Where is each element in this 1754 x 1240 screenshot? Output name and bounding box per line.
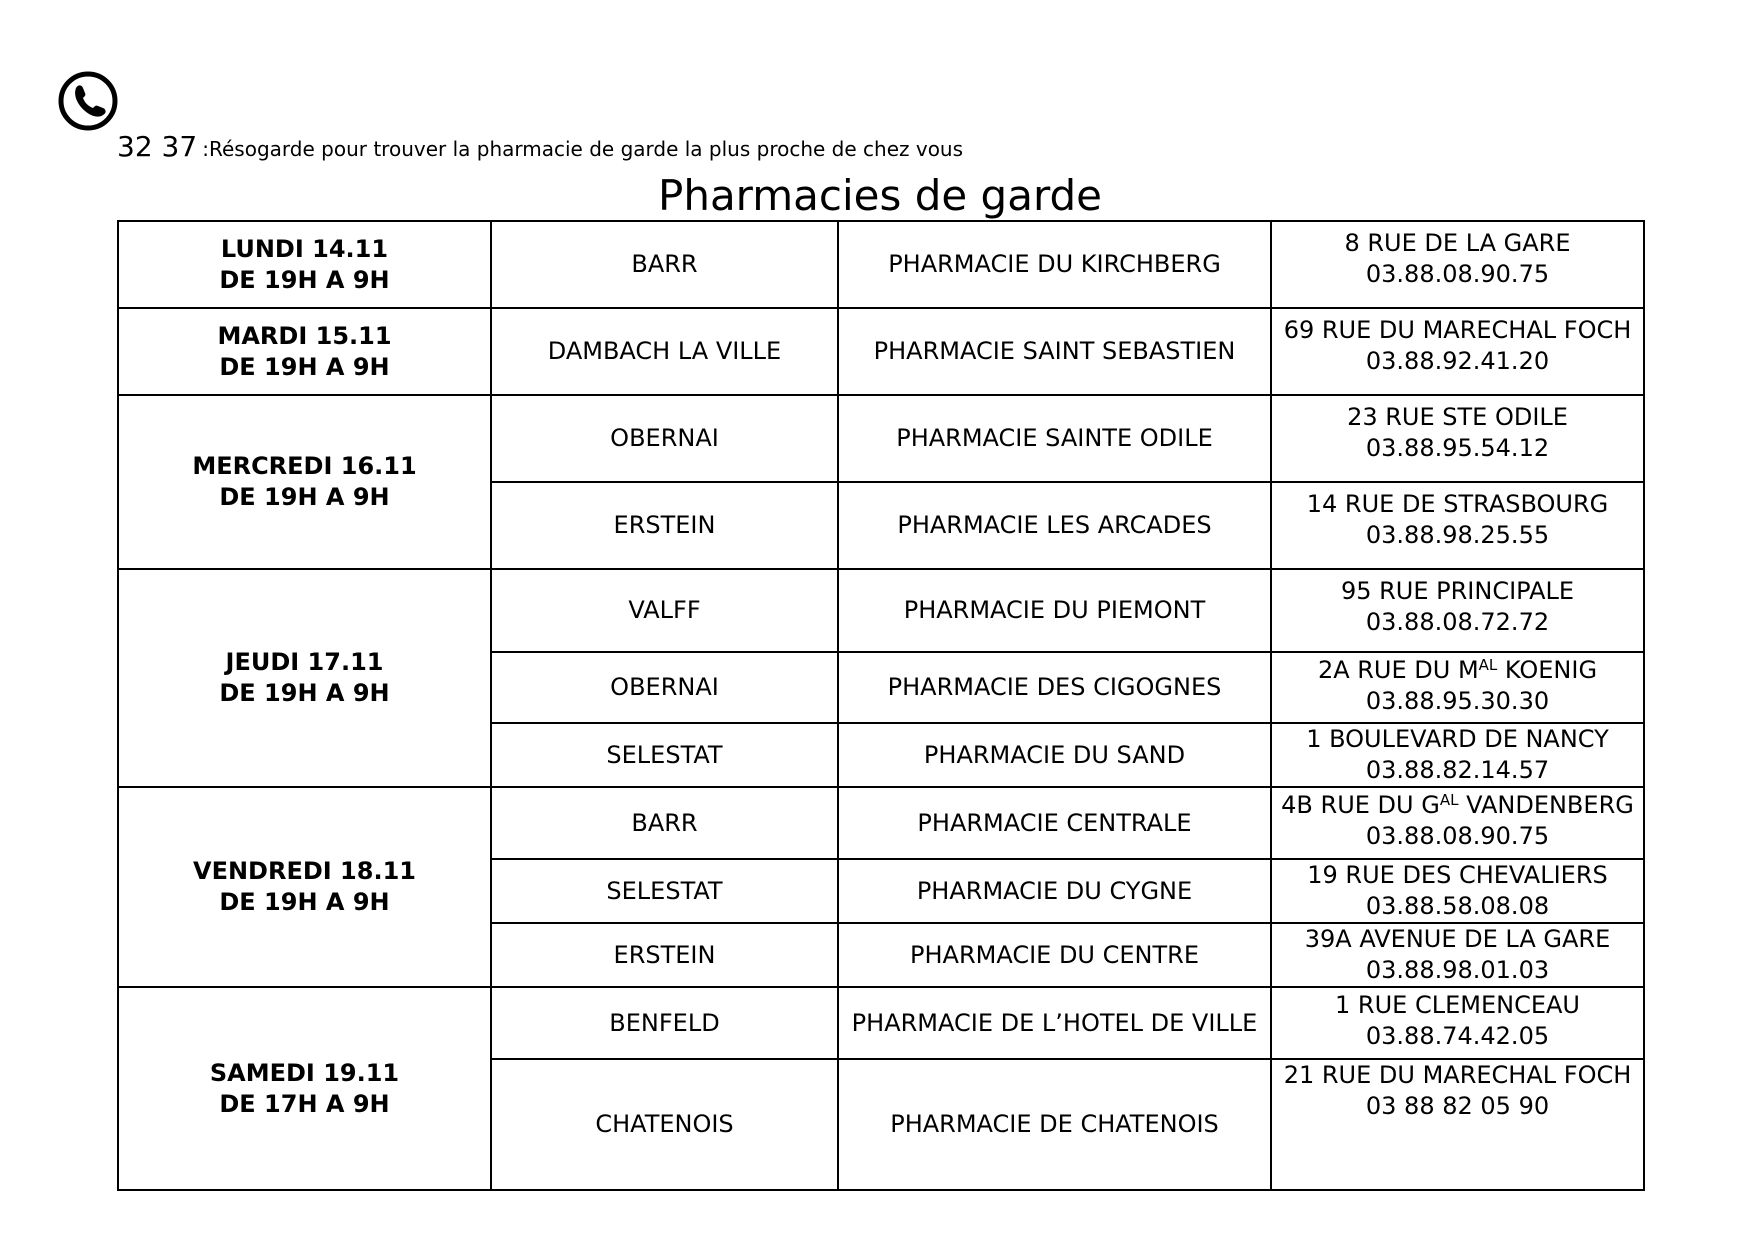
town-cell: ERSTEIN bbox=[491, 482, 838, 569]
table-row bbox=[118, 987, 1644, 1059]
day-hours: DE 17H A 9H bbox=[219, 1089, 390, 1118]
pharmacy-cell: PHARMACIE DU KIRCHBERG bbox=[838, 221, 1271, 308]
phone: 03.88.95.30.30 bbox=[1365, 687, 1550, 715]
table-row bbox=[118, 787, 1644, 859]
address: 39A AVENUE DE LA GARE bbox=[1304, 925, 1611, 953]
town-cell: DAMBACH LA VILLE bbox=[491, 308, 838, 395]
day-name: LUNDI 14.11 bbox=[220, 234, 389, 263]
address: 19 RUE DES CHEVALIERS bbox=[1307, 861, 1608, 889]
pharmacy-cell: PHARMACIE DE CHATENOIS bbox=[838, 1059, 1271, 1190]
pharmacy-cell: PHARMACIE SAINT SEBASTIEN bbox=[838, 308, 1271, 395]
address-cell bbox=[1271, 569, 1644, 652]
address-cell bbox=[1271, 923, 1644, 987]
page-title: Pharmacies de garde bbox=[658, 171, 1102, 220]
address-cell bbox=[1271, 482, 1644, 569]
phone: 03.88.08.90.75 bbox=[1365, 822, 1550, 850]
address-cell bbox=[1271, 221, 1644, 308]
table-row bbox=[118, 395, 1644, 482]
day-cell bbox=[118, 308, 491, 395]
day-hours: DE 19H A 9H bbox=[219, 483, 390, 511]
day-name: SAMEDI 19.11 bbox=[209, 1058, 400, 1087]
pharmacy-cell: PHARMACIE DU CENTRE bbox=[838, 923, 1271, 987]
info-line bbox=[117, 130, 963, 163]
town-cell: SELESTAT bbox=[491, 859, 838, 923]
town-cell: CHATENOIS bbox=[491, 1059, 838, 1190]
address-cell bbox=[1271, 1059, 1644, 1190]
pharmacy-cell: PHARMACIE DE L’HOTEL DE VILLE bbox=[838, 987, 1271, 1059]
table-row bbox=[118, 569, 1644, 652]
town-cell: OBERNAI bbox=[491, 652, 838, 723]
day-hours: DE 19H A 9H bbox=[219, 352, 390, 381]
address-cell bbox=[1271, 723, 1644, 787]
address: 4B RUE DU $G^{AL}$ VANDENBERG bbox=[1281, 791, 1634, 819]
phone: 03.88.95.54.12 bbox=[1365, 434, 1550, 462]
pharmacy-cell: PHARMACIE DU PIEMONT bbox=[838, 569, 1271, 652]
pharmacy-schedule-table bbox=[117, 220, 1645, 1191]
phone: 03.88.74.42.05 bbox=[1365, 1022, 1550, 1050]
info-text: :Résogarde pour trouver la pharmacie de garde la plus proche de chez vous bbox=[202, 137, 964, 161]
phone: 03.88.08.72.72 bbox=[1365, 608, 1550, 636]
address-cell bbox=[1271, 652, 1644, 723]
pharmacy-cell: PHARMACIE CENTRALE bbox=[838, 787, 1271, 859]
town-cell: SELESTAT bbox=[491, 723, 838, 787]
town-cell: BENFELD bbox=[491, 987, 838, 1059]
pharmacy-cell: PHARMACIE DES CIGOGNES bbox=[838, 652, 1271, 723]
phone-number[interactable]: 32 37 bbox=[117, 130, 198, 163]
day-hours: DE 19H A 9H bbox=[219, 265, 390, 294]
table-row bbox=[118, 308, 1644, 395]
address: 2A RUE DU $M^{AL}$ KOENIG bbox=[1317, 656, 1598, 684]
day-cell bbox=[118, 395, 491, 569]
pharmacy-cell: PHARMACIE LES ARCADES bbox=[838, 482, 1271, 569]
address: 8 RUE DE LA GARE bbox=[1344, 229, 1571, 257]
day-hours: DE 19H A 9H bbox=[219, 679, 390, 707]
phone: 03.88.82.14.57 bbox=[1365, 756, 1550, 784]
address: 14 RUE DE STRASBOURG bbox=[1306, 490, 1609, 518]
address: 69 RUE DU MARECHAL FOCH bbox=[1283, 316, 1632, 344]
address-cell bbox=[1271, 859, 1644, 923]
pharmacy-cell: PHARMACIE DU CYGNE bbox=[838, 859, 1271, 923]
address-cell bbox=[1271, 395, 1644, 482]
day-cell bbox=[118, 221, 491, 308]
phone: 03.88.08.90.75 bbox=[1365, 260, 1550, 288]
day-name: VENDREDI 18.11 bbox=[193, 857, 416, 885]
day-hours: DE 19H A 9H bbox=[219, 888, 390, 916]
town-cell: BARR bbox=[491, 221, 838, 308]
phone: 03.88.58.08.08 bbox=[1365, 892, 1550, 920]
pharmacy-cell: PHARMACIE SAINTE ODILE bbox=[838, 395, 1271, 482]
phone: 03 88 82 05 90 bbox=[1365, 1092, 1550, 1120]
day-cell bbox=[118, 987, 491, 1190]
address: 21 RUE DU MARECHAL FOCH bbox=[1283, 1061, 1632, 1089]
address: 1 BOULEVARD DE NANCY bbox=[1306, 725, 1609, 753]
phone: 03.88.98.01.03 bbox=[1365, 956, 1550, 984]
day-cell bbox=[118, 787, 491, 987]
pharmacy-cell: PHARMACIE DU SAND bbox=[838, 723, 1271, 787]
day-name: JEUDI 17.11 bbox=[225, 648, 384, 676]
town-cell: ERSTEIN bbox=[491, 923, 838, 987]
address-cell bbox=[1271, 308, 1644, 395]
table-row bbox=[118, 221, 1644, 308]
town-cell: OBERNAI bbox=[491, 395, 838, 482]
address: 95 RUE PRINCIPALE bbox=[1340, 577, 1575, 605]
phone: 03.88.92.41.20 bbox=[1365, 347, 1550, 375]
address: 23 RUE STE ODILE bbox=[1347, 403, 1568, 431]
day-name: MERCREDI 16.11 bbox=[192, 452, 417, 480]
town-cell: BARR bbox=[491, 787, 838, 859]
address-cell bbox=[1271, 787, 1644, 859]
address-cell bbox=[1271, 987, 1644, 1059]
town-cell: VALFF bbox=[491, 569, 838, 652]
address: 1 RUE CLEMENCEAU bbox=[1335, 991, 1580, 1019]
phone: 03.88.98.25.55 bbox=[1365, 521, 1550, 549]
day-cell bbox=[118, 569, 491, 787]
day-name: MARDI 15.11 bbox=[217, 321, 392, 350]
phone-icon bbox=[58, 71, 120, 133]
